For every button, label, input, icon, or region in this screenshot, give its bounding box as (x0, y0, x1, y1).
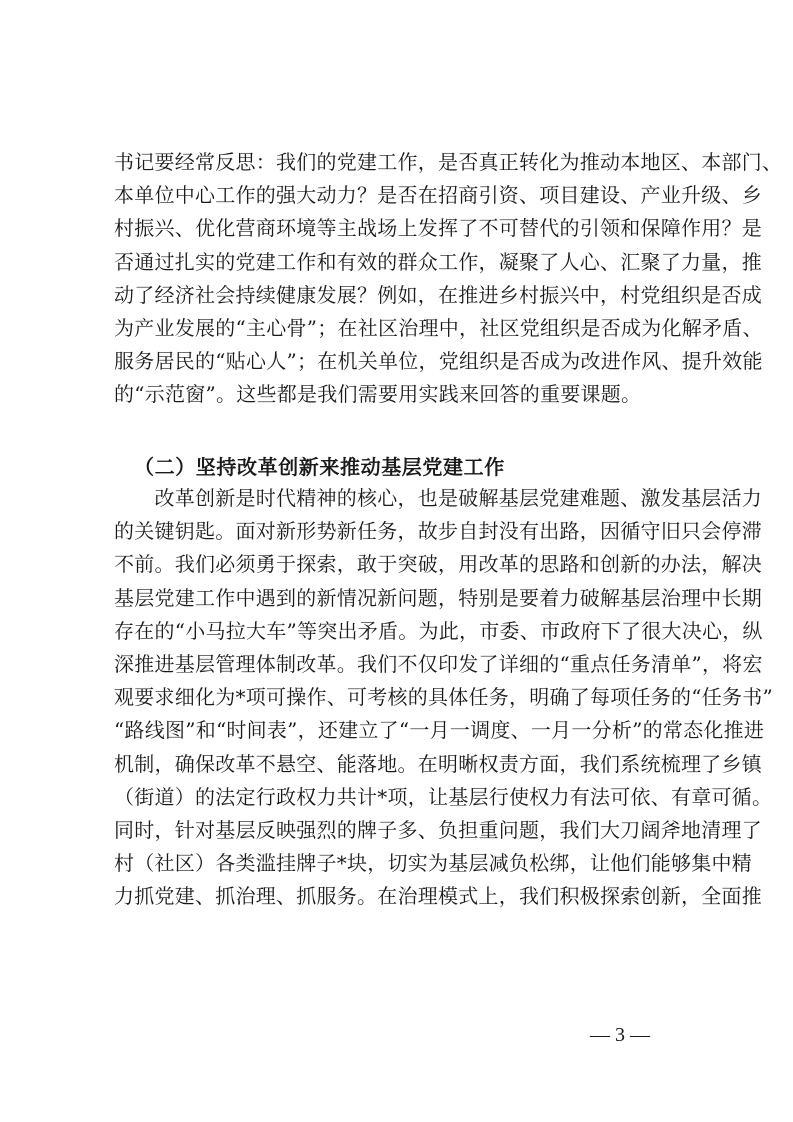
paragraph-2-line-10: （街道）的法定行政权力共计*项，让基层行使权力有法可依、有章可循。 (114, 784, 773, 809)
paragraph-1-line-5: 动了经济社会持续健康发展？例如，在推进乡村振兴中，村党组织是否成 (114, 282, 762, 307)
paragraph-2-line-13: 力抓党建、抓治理、抓服务。在治理模式上，我们积极探索创新，全面推 (114, 884, 762, 909)
paragraph-1-line-6: 为产业发展的“主心骨”；在社区治理中，社区党组织是否成为化解矛盾、 (114, 315, 763, 340)
paragraph-1-line-4: 否通过扎实的党建工作和有效的群众工作，凝聚了人心、汇聚了力量，推 (114, 249, 762, 274)
paragraph-2-line-6: 深推进基层管理体制改革。我们不仅印发了详细的“重点任务清单”，将宏 (114, 651, 763, 676)
paragraph-2-line-11: 同时，针对基层反映强烈的牌子多、负担重问题，我们大刀阔斧地清理了 (114, 817, 762, 842)
paragraph-1-line-8: 的“示范窗”。这些都是我们需要用实践来回答的重要课题。 (114, 382, 642, 407)
paragraph-2-line-4: 基层党建工作中遇到的新情况新问题，特别是要着力破解基层治理中长期 (114, 585, 762, 610)
paragraph-1-line-3: 村振兴、优化营商环境等主战场上发挥了不可替代的引领和保障作用？是 (114, 216, 762, 241)
paragraph-2-line-12: 村（社区）各类滥挂牌子*块，切实为基层减负松绑，让他们能够集中精 (114, 851, 752, 876)
paragraph-2-line-7: 观要求细化为*项可操作、可考核的具体任务，明确了每项任务的“任务书” (114, 685, 773, 710)
paragraph-2-line-2: 的关键钥匙。面对新形势新任务，故步自封没有出路，因循守旧只会停滞 (114, 519, 762, 544)
paragraph-1-line-7: 服务居民的“贴心人”；在机关单位，党组织是否成为改进作风、提升效能 (114, 349, 763, 374)
paragraph-2-line-9: 机制，确保改革不悬空、能落地。在明晰权责方面，我们系统梳理了乡镇 (114, 751, 762, 776)
section-heading: （二）坚持改革创新来推动基层党建工作 (134, 455, 505, 479)
paragraph-2-line-1: 改革创新是时代精神的核心，也是破解基层党建难题、激发基层活力 (114, 486, 762, 510)
paragraph-1 (114, 146, 783, 412)
paragraph-2-line-3: 不前。我们必须勇于探索，敢于突破，用改革的思路和创新的办法，解决 (114, 552, 762, 577)
paragraph-2-line-5: 存在的“小马拉大车”等突出矛盾。为此，市委、市政府下了很大决心，纵 (114, 618, 763, 643)
paragraph-2-line-8: “路线图”和“时间表”，还建立了“一月一调度、一月一分析”的常态化推进 (114, 718, 765, 743)
paragraph-1-line-2: 本单位中心工作的强大动力？是否在招商引资、项目建设、产业升级、乡 (114, 183, 762, 208)
paragraph-1-line-1: 书记要经常反思：我们的党建工作，是否真正转化为推动本地区、本部门、 (114, 150, 783, 174)
paragraph-2 (114, 482, 773, 913)
page-number: — 3 — (590, 1024, 650, 1046)
